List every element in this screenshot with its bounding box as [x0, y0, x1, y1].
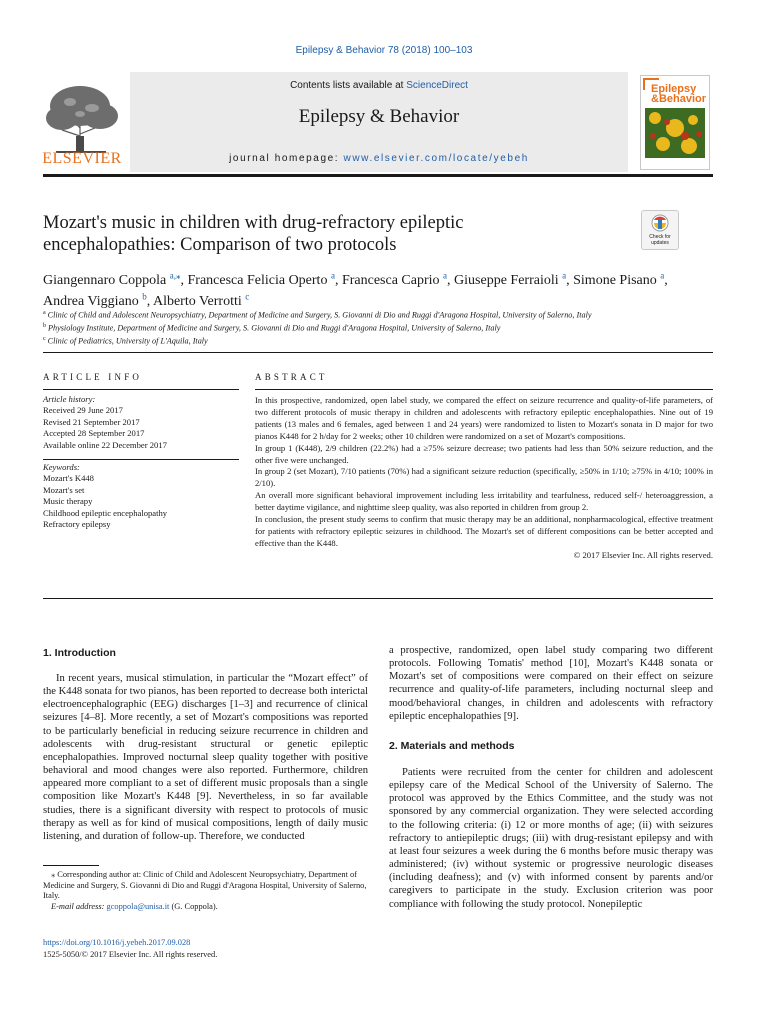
article-info-heading: ARTICLE INFO: [43, 372, 143, 382]
author: Alberto Verrotti $^c$: [152, 291, 250, 310]
cover-artwork-icon: [645, 108, 705, 158]
abstract-body: [255, 395, 713, 562]
keyword: Music therapy: [43, 496, 93, 507]
cover-title: Epilepsy &Behavior: [651, 83, 707, 105]
article-title: Mozart's music in children with drug-refractory epileptic encephalopathies: Comparison of two protocols: [43, 213, 464, 255]
abstract-paragraph: In group 1 (K448), 2/9 children (22.2%) had a ≥75% seizure decrease; two patients had less than 50% seizure reduction, and the other five were unchanged.: [255, 442, 713, 465]
journal-homepage: journal homepage: www.elsevier.com/locate/yebeh: [229, 153, 529, 164]
abstract-paragraph: In group 2 (set Mozart), 7/10 patients (70%) had a significant seizure reduction (specifically, ≥50% in 1/10; ≥75% in 4/10; 100% in 2/10).: [255, 466, 713, 489]
crossmark-icon: [651, 214, 669, 234]
corresponding-author-footnote: ⁎ Corresponding author at: Clinic of Child and Adolescent Neuropsychiatry, Department of Medicine and Surgery, S. Giovanni di Dio and Ruggi d'Aragona Hospital, University of Salerno, Italy. E-mail address: gcoppola@unisa.it (G. Coppola).: [43, 870, 367, 911]
author-affiliation-link[interactable]: b: [142, 291, 147, 302]
author-list: [43, 267, 713, 310]
abstract-heading: ABSTRACT: [255, 372, 328, 382]
abstract-paragraph: In this prospective, randomized, open label study, we compared the effect on seizure recurrence and quality-of-life parameters, of two different protocols of music therapy in children and adolescents with refractory epileptic encephalopathies. Nine out of 19 patients (13 males and 6 females, aged between 1 and 24 years) were randomized to listen to Mozart's sonata in D major for two pianos K448 for 2 h/day for 2 weeks; other 10 children were randomized on a set of Mozart's compositions.: [255, 395, 713, 441]
author: Giuseppe Ferraioli $^a$,: [454, 270, 574, 288]
header-rule: [43, 174, 713, 177]
journal-cover-thumbnail[interactable]: [640, 75, 710, 170]
contents-line: Contents lists available at ScienceDirect: [290, 80, 468, 91]
author-email-link[interactable]: gcoppola@unisa.it: [106, 901, 170, 911]
history-item: Available online 22 December 2017: [43, 439, 167, 450]
article-info-rule: [43, 389, 239, 390]
history-item: Revised 21 September 2017: [43, 416, 140, 427]
article-history: Article history: Received 29 June 2017 Revised 21 September 2017 Accepted 28 September 2017 Available online 22 December 2017: [43, 394, 239, 451]
title-rule: [43, 352, 713, 353]
introduction-continued: a prospective, randomized, open label study comparing two different protocols. Following Tomatis' method [10], Mozart's K448 sonata or Mozart's set of compositions were compared on their effect on seizure recurrence and quality-of-life parameters, including nocturnal sleep and mood/behavioral changes, in children and adolescents with refractory epileptic encephalopathies [9].: [389, 645, 713, 722]
keywords-rule: [43, 459, 239, 460]
sciencedirect-link[interactable]: ScienceDirect: [406, 80, 468, 91]
author: Simone Pisano $^a$,: [573, 270, 668, 288]
journal-citation[interactable]: Epilepsy & Behavior 78 (2018) 100–103: [295, 45, 473, 56]
abstract-paragraph: An overall more significant behavioral improvement including less irritability and tearfulness, reduced self-/ heteroaggression, a better daytime vigilance, and nighttime sleep quality, was also reported in children from group 2.: [255, 490, 713, 513]
elsevier-logo: [40, 78, 124, 170]
affiliation: $^a$ Clinic of Child and Adolescent Neuropsychiatry, Department of Medicine and Surgery, S. Giovanni di Dio and Ruggi d'Aragona Hospital, University of Salerno, Italy: [43, 310, 592, 320]
author-affiliation-link[interactable]: c: [245, 291, 250, 302]
footnote-rule: [43, 865, 99, 866]
abstract-bottom-rule: [43, 598, 713, 599]
author-affiliation-link[interactable]: a,⁎: [169, 270, 181, 280]
elsevier-wordmark: ELSEVIER: [42, 150, 122, 167]
abstract-paragraph: In conclusion, the present study seems to confirm that music therapy may be an additional, nonpharmacological, effective treatment for patients with refractory epileptic seizures in childhood. The Mozart's set of different compositions can be better accepted and effective than the K448.: [255, 514, 713, 548]
affiliation: $^b$ Physiology Institute, Department of Medicine and Surgery, S. Giovanni di Dio and Ruggi d'Aragona Hospital, University of Salerno, Italy: [43, 322, 501, 333]
introduction-heading: 1. Introduction: [43, 647, 116, 659]
check-updates-label: Check for updates: [649, 234, 671, 246]
doi-link[interactable]: https://doi.org/10.1016/j.yebeh.2017.09.028: [43, 938, 191, 947]
keyword: Childhood epileptic encephalopathy: [43, 507, 168, 518]
author: Francesca Felicia Operto $^a$,: [187, 270, 342, 288]
author-affiliation-link[interactable]: a: [330, 270, 335, 280]
check-for-updates-button[interactable]: [641, 210, 679, 250]
keyword: Mozart's K448: [43, 473, 94, 484]
journal-name: Epilepsy & Behavior: [298, 106, 460, 127]
history-item: Received 29 June 2017: [43, 405, 123, 416]
author-affiliation-link[interactable]: a: [660, 270, 665, 280]
methods-heading: 2. Materials and methods: [389, 740, 515, 752]
affiliation: $^c$ Clinic of Pediatrics, University of L'Aquila, Italy: [43, 335, 208, 346]
author: Andrea Viggiano $^b$,: [43, 291, 153, 310]
affiliations: [43, 308, 713, 347]
author: Francesca Caprio $^a$,: [341, 270, 455, 288]
issn-copyright: 1525-5050/© 2017 Elsevier Inc. All rights reserved.: [43, 950, 218, 959]
author: Giangennaro Coppola $^{a,⁎}$,: [43, 270, 188, 288]
abstract-copyright: © 2017 Elsevier Inc. All rights reserved.: [573, 549, 713, 560]
introduction-text: In recent years, musical stimulation, in particular the “Mozart effect” of the K448 sonata for two pianos, has been reported to decrease both interictal electroencephalographic (EEG) discharges [1–3] and recurrence of clinical seizures [4–8]. More recently, a set of Mozart's compositions was reported to be particularly beneficial in reducing seizure recurrence in children and adolescents with drug-resistant structural or genetic epileptic encephalopathies. Improved nocturnal sleep quality together with positive behavioral and mood changes were also reported. Furthermore, children appeared more compliant to a set of different music proposals than a single composition like Mozart's K448 [9]. Nevertheless, in so far available studies, there is a significant diversity with respect to protocols of music therapy as well as for kind of musical compositions, length of daily music listening, and duration of follow-up. Therefore, we conducted: [43, 673, 368, 842]
author-affiliation-link[interactable]: a: [443, 270, 448, 280]
abstract-rule: [255, 389, 713, 390]
history-item: Accepted 28 September 2017: [43, 428, 145, 439]
keyword: Refractory epilepsy: [43, 519, 111, 530]
keyword: Mozart's set: [43, 484, 85, 495]
methods-text: Patients were recruited from the center for children and adolescent epilepsy care of the Medical School of the University of Salerno. The protocol was approved by the Ethics Committee, and the study was not sponsored by any commercial organization. They were selected according to the following criteria: (i) 12 or more months of age; (ii) with seizures refractory to antiepileptic drugs; (iii) with drug-resistant epilepsy and with at least four seizures a week during the 6 months before music therapy was administered; (iv) without systemic or progressive neurologic diseases (including deafness); and (v) with informed consent by parents and/or caregivers to participate in the study. Exclusion criterion was poor compliance with following the study protocol. Nonepileptic: [389, 767, 713, 910]
journal-homepage-link[interactable]: www.elsevier.com/locate/yebeh: [343, 153, 529, 164]
keywords: Keywords: Mozart's K448 Mozart's set Music therapy Childhood epileptic encephalopathy Refractory epilepsy: [43, 462, 239, 530]
author-affiliation-link[interactable]: a: [562, 270, 567, 280]
